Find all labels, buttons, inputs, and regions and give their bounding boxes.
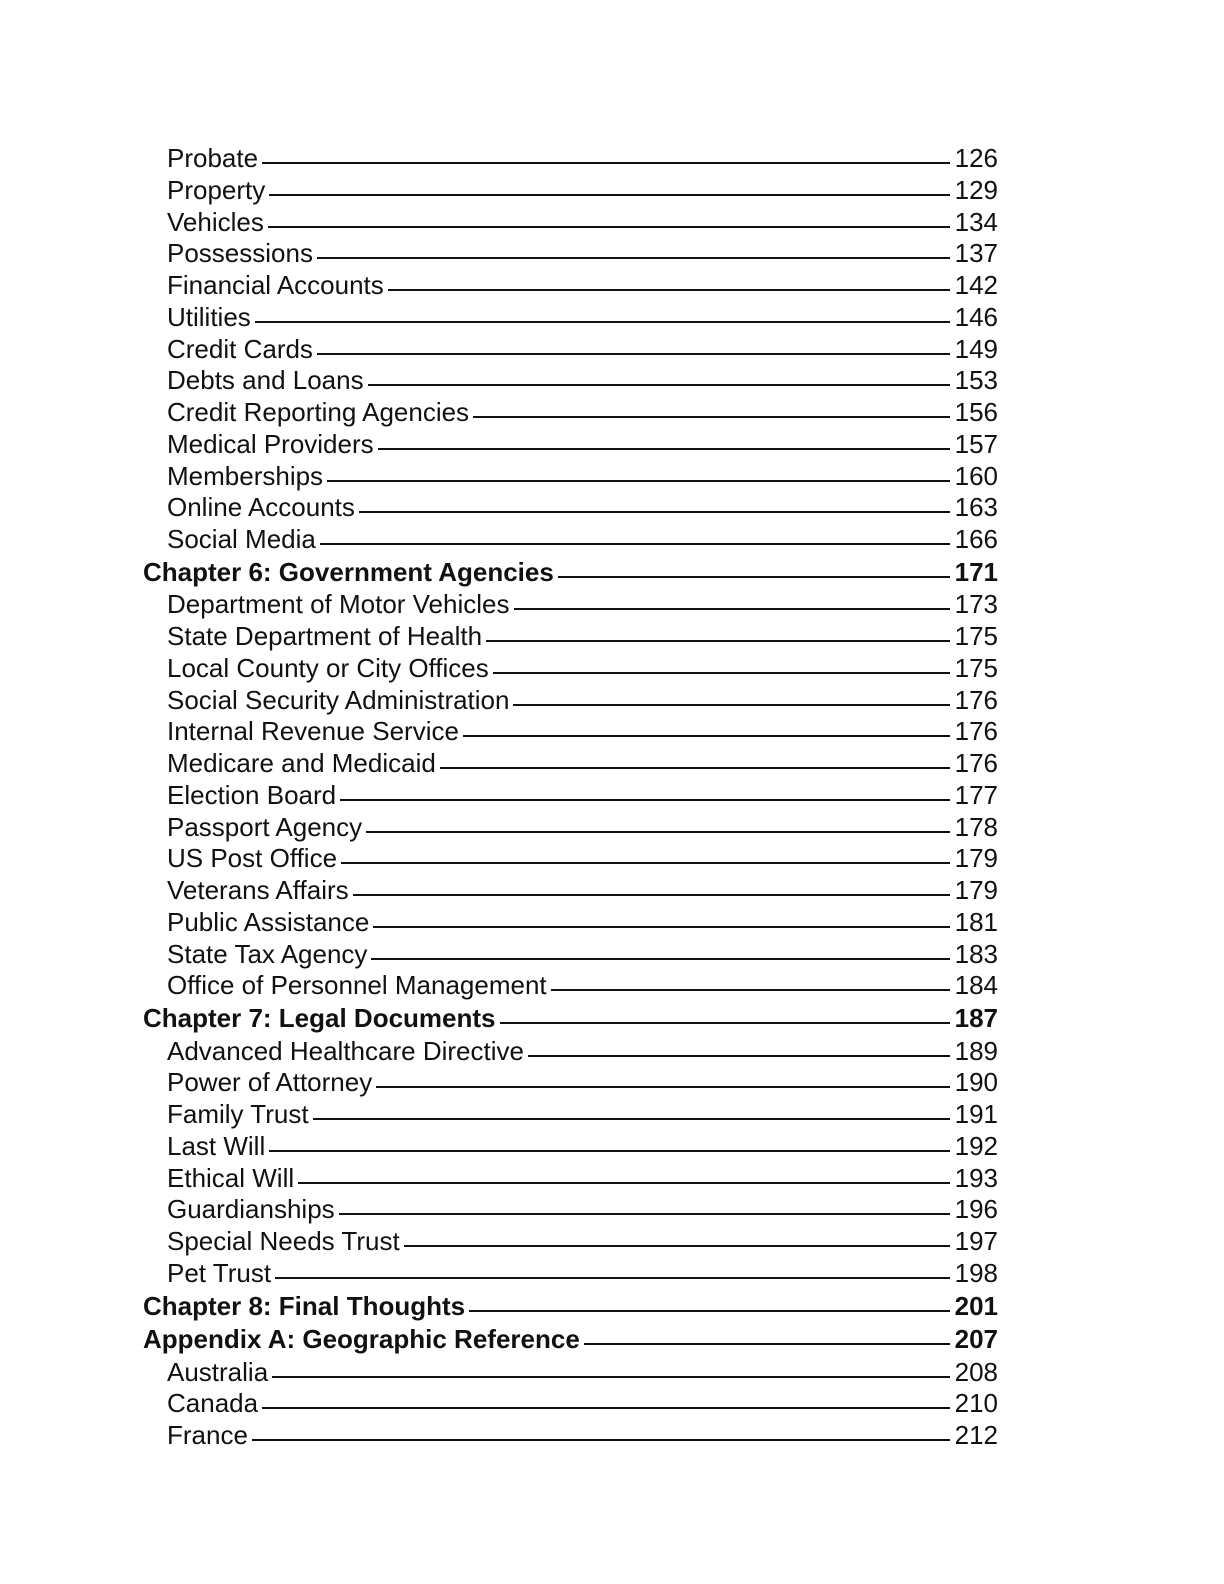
toc-leader-line: [551, 989, 950, 991]
toc-page-number: 208: [954, 1356, 998, 1387]
toc-page-number: 134: [954, 206, 998, 237]
toc-entry-title: Ethical Will: [167, 1162, 295, 1193]
toc-entry-title: Office of Personnel Management: [167, 970, 547, 1001]
toc-entry: [143, 589, 998, 621]
toc-chapter-entry: [143, 1290, 998, 1324]
toc-entry: [143, 302, 998, 334]
toc-page-number: 129: [954, 174, 998, 205]
toc-page-number: 156: [954, 397, 998, 427]
toc-page-number: 160: [954, 460, 998, 491]
toc-entry-title: Debts and Loans: [167, 365, 364, 396]
toc-entry: [143, 1131, 998, 1163]
toc-page-number: 166: [954, 524, 998, 554]
toc-leader-line: [340, 799, 950, 801]
toc-page-number: 137: [954, 238, 998, 269]
toc-entry: [143, 429, 998, 461]
toc-page-number: 201: [954, 1290, 998, 1321]
toc-entry: [143, 397, 998, 429]
toc-leader-line: [528, 1055, 950, 1057]
toc-page-number: 197: [954, 1226, 998, 1256]
toc-page-number: 189: [954, 1035, 998, 1066]
toc-entry: [143, 1067, 998, 1099]
toc-leader-line: [341, 862, 950, 864]
toc-leader-line: [255, 321, 950, 323]
toc-entry-title: France: [167, 1420, 248, 1450]
toc-page-number: 149: [954, 333, 998, 364]
toc-entry-title: Probate: [167, 143, 259, 173]
toc-entry: [143, 524, 998, 556]
toc-entry: [143, 1226, 998, 1258]
toc-page-number: 153: [954, 365, 998, 396]
toc-leader-line: [268, 226, 950, 228]
toc-page-number: 179: [954, 875, 998, 905]
toc-page-number: 190: [954, 1067, 998, 1098]
toc-chapter-entry: [143, 1002, 998, 1036]
toc-entry: [143, 175, 998, 207]
toc-entry: [143, 748, 998, 780]
toc-entry: [143, 1258, 998, 1290]
toc-entry-title: Passport Agency: [167, 811, 363, 842]
toc-page-number: 163: [954, 492, 998, 523]
toc-entry-title: US Post Office: [167, 843, 338, 874]
toc-entry: [143, 1036, 998, 1068]
toc-entry: [143, 461, 998, 493]
toc-entry: [143, 365, 998, 397]
toc-page-number: 192: [954, 1130, 998, 1161]
toc-page-number: 210: [954, 1388, 998, 1419]
toc-leader-line: [339, 1213, 950, 1215]
table-of-contents: [143, 143, 998, 1452]
toc-page-number: 175: [954, 652, 998, 683]
toc-leader-line: [584, 1343, 950, 1345]
toc-leader-line: [486, 640, 950, 642]
toc-entry: [143, 1357, 998, 1389]
toc-entry-title: Last Will: [167, 1130, 266, 1161]
toc-leader-line: [272, 1376, 950, 1378]
toc-page-number: 193: [954, 1162, 998, 1193]
toc-leader-line: [469, 1310, 950, 1312]
toc-page-number: 191: [954, 1099, 998, 1129]
toc-leader-line: [262, 162, 950, 164]
toc-entry-title: Social Media: [167, 524, 316, 554]
toc-entry-title: State Tax Agency: [167, 938, 368, 969]
toc-page-number: 157: [954, 428, 998, 459]
toc-entry-title: Family Trust: [167, 1099, 309, 1129]
toc-entry-title: Special Needs Trust: [167, 1226, 400, 1256]
toc-leader-line: [313, 1118, 950, 1120]
toc-entry-title: Veterans Affairs: [167, 875, 349, 905]
toc-page-number: 178: [954, 811, 998, 842]
toc-entry-title: Online Accounts: [167, 492, 355, 523]
toc-entry: [143, 1420, 998, 1452]
toc-entry: [143, 970, 998, 1002]
toc-entry-title: Credit Reporting Agencies: [167, 397, 470, 427]
toc-page-number: 142: [954, 270, 998, 300]
toc-page-number: 146: [954, 301, 998, 332]
toc-page-number: 207: [954, 1324, 998, 1354]
toc-entry-title: Memberships: [167, 460, 324, 491]
toc-leader-line: [500, 1022, 950, 1024]
toc-page-number: 171: [954, 556, 998, 587]
toc-leader-line: [366, 831, 950, 833]
toc-page-number: 175: [954, 621, 998, 651]
toc-entry: [143, 334, 998, 366]
toc-leader-line: [493, 672, 950, 674]
toc-entry-title: Property: [167, 174, 266, 205]
toc-leader-line: [359, 511, 950, 513]
toc-leader-line: [558, 576, 950, 578]
toc-entry: [143, 685, 998, 717]
toc-leader-line: [353, 894, 950, 896]
toc-entry-title: Local County or City Offices: [167, 652, 489, 683]
toc-entry: [143, 1099, 998, 1131]
toc-leader-line: [275, 1277, 950, 1279]
toc-entry: [143, 1388, 998, 1420]
toc-leader-line: [404, 1245, 950, 1247]
toc-entry-title: Utilities: [167, 301, 251, 332]
toc-entry: [143, 1163, 998, 1195]
toc-page-number: 176: [954, 716, 998, 747]
toc-entry: [143, 716, 998, 748]
toc-leader-line: [317, 257, 950, 259]
toc-entry-title: Internal Revenue Service: [167, 716, 459, 747]
toc-entry-title: Chapter 6: Government Agencies: [143, 556, 554, 587]
toc-leader-line: [252, 1439, 950, 1441]
toc-page-number: 198: [954, 1257, 998, 1288]
toc-leader-line: [317, 353, 950, 355]
toc-entry-title: Guardianships: [167, 1194, 335, 1225]
toc-leader-line: [269, 194, 950, 196]
toc-page-number: 184: [954, 970, 998, 1001]
toc-entry-title: Financial Accounts: [167, 270, 384, 300]
toc-entry-title: Department of Motor Vehicles: [167, 589, 510, 620]
toc-leader-line: [463, 735, 950, 737]
toc-entry-title: Pet Trust: [167, 1257, 272, 1288]
toc-entry-title: Medical Providers: [167, 428, 374, 459]
toc-entry: [143, 238, 998, 270]
toc-leader-line: [388, 289, 950, 291]
toc-leader-line: [298, 1182, 950, 1184]
toc-page-number: 187: [954, 1003, 998, 1033]
toc-entry: [143, 207, 998, 239]
toc-page-number: 212: [954, 1420, 998, 1450]
toc-entry: [143, 270, 998, 302]
toc-entry: [143, 875, 998, 907]
toc-entry: [143, 907, 998, 939]
toc-leader-line: [368, 384, 950, 386]
toc-page-number: 126: [954, 143, 998, 173]
toc-page-number: 173: [954, 589, 998, 620]
toc-leader-line: [440, 767, 950, 769]
toc-leader-line: [473, 416, 950, 418]
toc-leader-line: [327, 480, 950, 482]
toc-leader-line: [378, 448, 950, 450]
toc-leader-line: [262, 1407, 950, 1409]
toc-entry-title: Power of Attorney: [167, 1067, 373, 1098]
toc-entry-title: Possessions: [167, 238, 313, 269]
toc-page-number: 196: [954, 1194, 998, 1225]
toc-leader-line: [373, 926, 950, 928]
toc-entry-title: Canada: [167, 1388, 259, 1419]
toc-entry: [143, 143, 998, 175]
toc-entry-title: Chapter 7: Legal Documents: [143, 1003, 496, 1033]
toc-entry: [143, 653, 998, 685]
toc-page-number: 181: [954, 906, 998, 937]
toc-leader-line: [514, 608, 951, 610]
toc-page-number: 179: [954, 843, 998, 874]
toc-leader-line: [376, 1086, 950, 1088]
toc-leader-line: [269, 1150, 950, 1152]
toc-entry-title: Advanced Healthcare Directive: [167, 1035, 524, 1066]
toc-entry: [143, 492, 998, 524]
toc-entry: [143, 621, 998, 653]
toc-entry-title: Australia: [167, 1356, 269, 1387]
toc-chapter-entry: [143, 556, 998, 590]
toc-leader-line: [320, 543, 950, 545]
toc-entry: [143, 1194, 998, 1226]
toc-leader-line: [513, 704, 950, 706]
toc-entry-title: Credit Cards: [167, 333, 313, 364]
toc-entry-title: Social Security Administration: [167, 684, 510, 715]
toc-page-number: 177: [954, 779, 998, 810]
toc-entry-title: Public Assistance: [167, 906, 370, 937]
toc-entry: [143, 780, 998, 812]
toc-page-number: 176: [954, 684, 998, 715]
toc-entry: [143, 843, 998, 875]
toc-page-number: 183: [954, 938, 998, 969]
toc-chapter-entry: [143, 1323, 998, 1357]
toc-entry-title: Election Board: [167, 779, 337, 810]
toc-entry-title: State Department of Health: [167, 621, 483, 651]
toc-entry: [143, 812, 998, 844]
toc-leader-line: [371, 958, 950, 960]
toc-entry: [143, 939, 998, 971]
toc-entry-title: Medicare and Medicaid: [167, 748, 436, 778]
toc-entry-title: Vehicles: [167, 206, 264, 237]
toc-page-number: 176: [954, 748, 998, 778]
toc-entry-title: Chapter 8: Final Thoughts: [143, 1290, 466, 1321]
toc-entry-title: Appendix A: Geographic Reference: [143, 1324, 580, 1354]
